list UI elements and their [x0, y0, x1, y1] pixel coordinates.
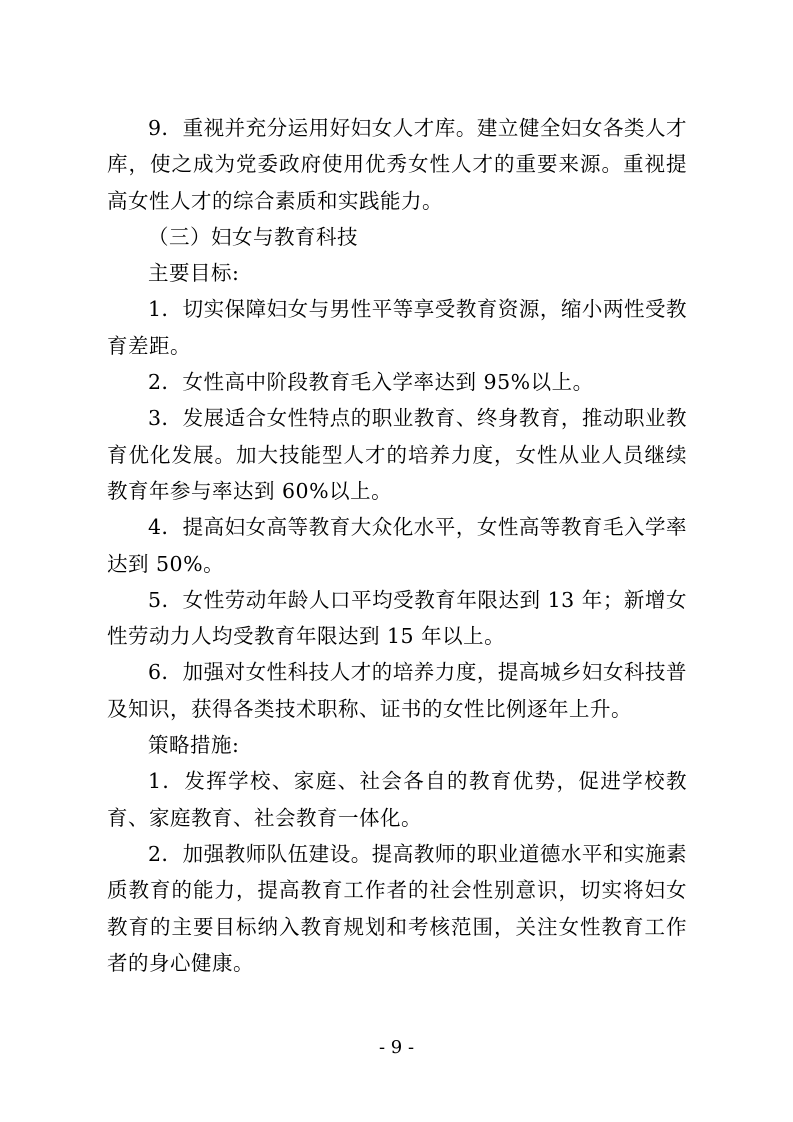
page-number: - 9 - — [378, 1037, 415, 1058]
goal-item-2: 2．女性高中阶段教育毛入学率达到 95%以上。 — [148, 370, 594, 395]
page-content — [107, 110, 687, 981]
goal-item-6: 6．加强对女性科技人才的培养力度，提高城乡妇女科技普及知识，获得各类技术职称、证书的女性比例逐年上升。 — [107, 660, 687, 721]
goal-item-5: 5．女性劳动年龄人口平均受教育年限达到 13 年；新增女性劳动力人均受教育年限达到 15 年以上。 — [107, 587, 687, 649]
goal-item-4: 4．提高妇女高等教育大众化水平，女性高等教育毛入学率达到 50%。 — [107, 515, 687, 576]
goal-item-3: 3．发展适合女性特点的职业教育、终身教育，推动职业教育优化发展。加大技能型人才的培养力度，女性从业人员继续教育年参与率达到 60%以上。 — [107, 406, 687, 503]
goal-item-1: 1．切实保障妇女与男性平等享受教育资源，缩小两性受教育差距。 — [107, 297, 687, 358]
subheading-strategies: 策略措施: — [148, 733, 240, 758]
section-heading-education: （三）妇女与教育科技 — [148, 224, 358, 249]
subheading-main-goals: 主要目标: — [148, 261, 240, 286]
strategy-item-2: 2．加强教师队伍建设。提高教师的职业道德水平和实施素质教育的能力，提高教育工作者的社会性别意识，切实将妇女教育的主要目标纳入教育规划和考核范围，关注女性教育工作者的身心健康。 — [107, 841, 687, 975]
strategy-item-1: 1．发挥学校、家庭、社会各自的教育优势，促进学校教育、家庭教育、社会教育一体化。 — [107, 769, 687, 830]
paragraph-talent-pool: 9．重视并充分运用好妇女人才库。建立健全妇女各类人才库，使之成为党委政府使用优秀女性人才的重要来源。重视提高女性人才的综合素质和实践能力。 — [107, 116, 687, 213]
